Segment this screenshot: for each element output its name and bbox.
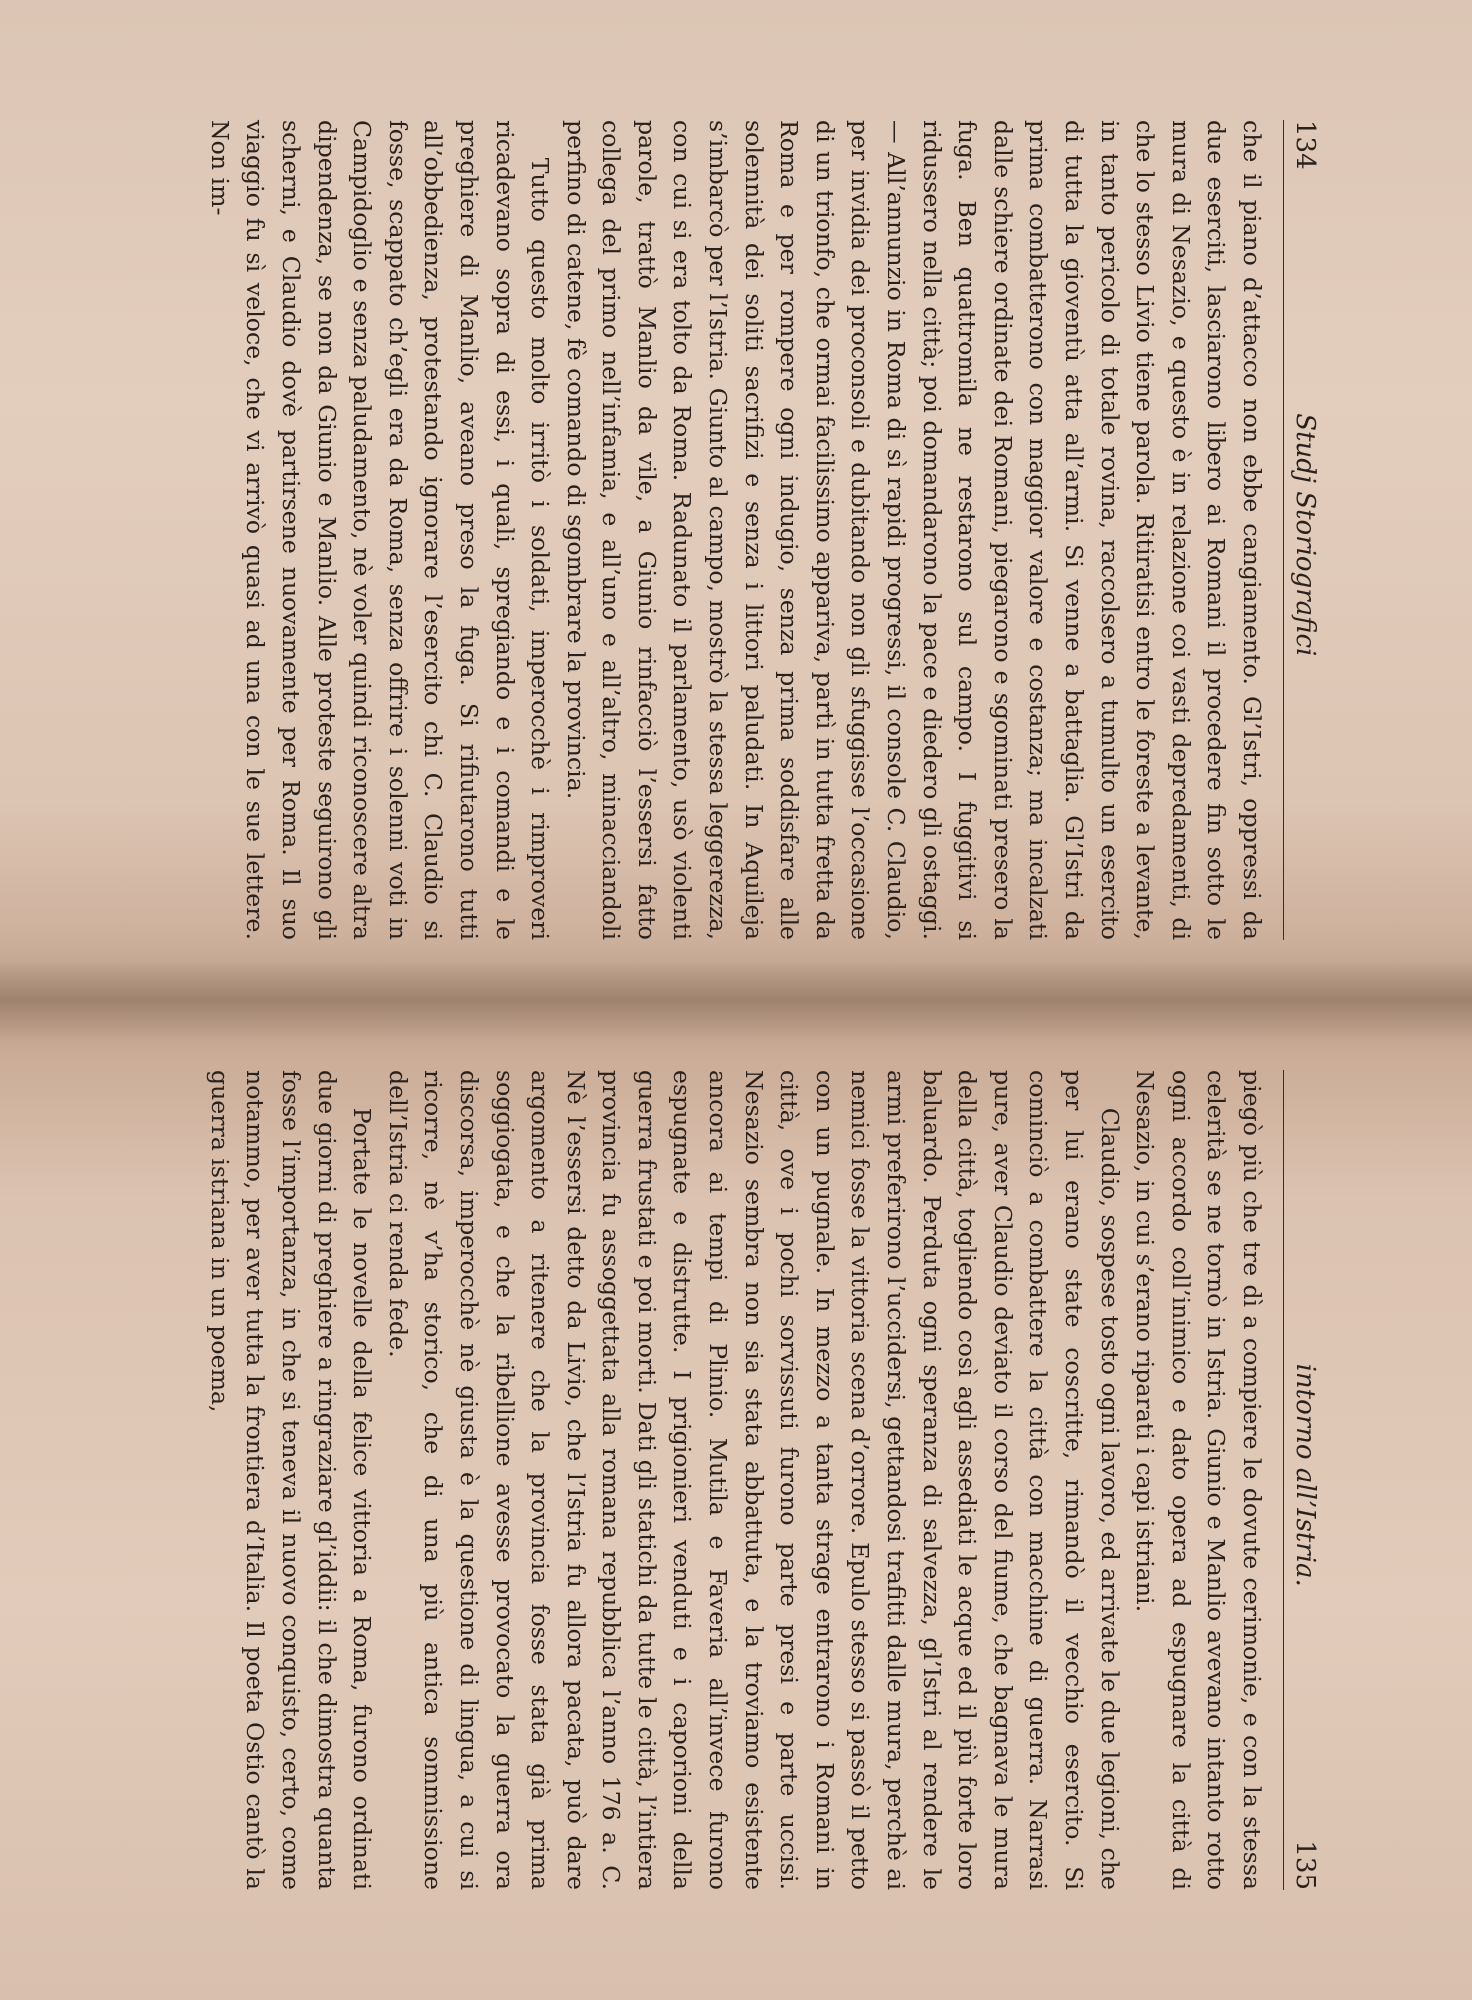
page-135-header <box>1283 1070 1320 1890</box>
page-134-body <box>201 120 1269 940</box>
page-number: 135 <box>1290 1840 1320 1890</box>
running-title: Studj Storiografici <box>1290 413 1320 657</box>
page-135-rotated-block <box>100 1070 1320 1890</box>
page-135-body <box>201 1070 1269 1890</box>
running-title: intorno all’Istria. <box>1290 1363 1320 1587</box>
page-135 <box>0 1000 1472 2000</box>
page-number: 134 <box>1290 120 1320 170</box>
paragraph: che il piano d’attacco non ebbe cangiamento. Gl’Istri, oppressi da due eserciti, lasciarono libero ai Romani il procedere fin sotto le mura di Nesazio, e questo è in relazione coi vasti depredamenti, di che lo stesso Livio tiene parola. Ritiratisi entro le foreste a levante, in tanto pericolo di totale rovina, raccolsero a tumulto un esercito di tutta la gioventù atta all’armi. Si venne a battaglia. Gl’Istri da prima combatterono con maggior valore e costanza; ma incalzati dalle schiere ordinate dei Romani, piegarono e sgominati presero la fuga. Ben quattromila ne restarono sul campo. I fuggitivi si ridussero nella città; poi domandarono la pace e diedero gli ostaggi. — All’annunzio in Roma di sì rapidi progressi, il console C. Claudio, per invidia dei proconsoli e dubitando non gli sfuggisse l’occasione di un trionfo, che ormai facilissimo appariva, partì in tutta fretta da Roma e per rompere ogni indugio, senza prima soddisfare alle solennità dei soliti sacrifizi e senza i littori paludati. In Aquileja s’imbarcò per l’Istria. Giunto al campo, mostrò la stessa leggerezza, con cui si era tolto da Roma. Radunato il parlamento, usò violenti parole, trattò Manlio da vile, a Giunio rinfacciò l’essersi fatto collega del primo nell’infamia, e all’uno e all’altro, minacciandoli perfino di catene, fè comando di sgombrare la provincia. <box>561 120 1266 940</box>
paragraph: piegò più che tre dì a compiere le dovute cerimonie, e con la stessa celerità se ne tornò in Istria. Giunio e Manlio avevano intanto rotto ogni accordo coll’inimico e dato opera ad espugnare la città di Nesazio, in cui s’erano riparati i capi istriani. <box>1131 1070 1266 1890</box>
paragraph: Tutto questo molto irritò i soldati, imperocchè i rimproveri ricadevano sopra di essi, i quali, spregiando e i comandi e le preghiere di Manlio, aveano preso la fuga. Si rifiutarono tutti all’obbedienza, protestando ignorare l’esercito chi C. Claudio si fosse, scappato ch’egli era da Roma, senza offrire i solenni voti in Campidoglio e senza paludamento, nè voler quindi riconoscere altra dipendenza, se non da Giunio e Manlio. Alle proteste seguirono gli scherni, e Claudio dovè partirsene nuovamente per Roma. Il suo viaggio fu sì veloce, che vi arrivò quasi ad una con le sue lettere. Non im- <box>205 120 555 940</box>
page-134-header <box>1283 120 1320 940</box>
paragraph: Portate le novelle della felice vittoria a Roma, furono ordinati due giorni di preghiere a ringraziare gl’iddii: il che dimostra quanta fosse l’importanza, in che si teneva il nuovo conquisto, certo, come notammo, per aver tutta la frontiera d’Italia. Il poeta Ostio cantò la guerra istriana in un poema, <box>205 1070 377 1890</box>
paragraph: Claudio, sospese tosto ogni lavoro, ed arrivate le due legioni, che per lui erano state coscritte, rimandò il vecchio esercito. Si cominciò a combattere la città con macchine di guerra. Narrasi pure, aver Claudio deviato il corso del fiume, che bagnava le mura della città, togliendo così agli assediati le acque ed il più forte loro baluardo. Perduta ogni speranza di salvezza, gl’Istri al rendere le armi preferirono l’uccidersi, gettandosi trafitti dalle mura, perchè ai nemici fosse la vittoria scena d’orrore. Epulo stesso si passò il petto con un pugnale. In mezzo a tanta strage entrarono i Romani in città, ove i pochi sorvissuti furono parte presi e parte uccisi. Nesazio sembra non sia stata abbattuta, e la troviamo esistente ancora ai tempi di Plinio. Mutila e Faveria all’invece furono espugnate e distrutte. I prigionieri venduti e i caporioni della guerra frustati e poi morti. Dati gli statichi da tutte le città, l’intiera provincia fu assoggettata alla romana repubblica l’anno 176 a. C. Nè l’essersi detto da Livio, che l’Istria fu allora pacata, può dare argomento a ritenere che la provincia fosse stata già prima soggiogata, e che la ribellione avesse provocato la guerra ora discorsa, imperocchè nè giusta è la questione di lingua, a cui si ricorre, nè v’ha storico, che di una più antica sommissione dell’Istria ci renda fede. <box>383 1070 1124 1891</box>
page-134-rotated-block <box>100 120 1320 940</box>
